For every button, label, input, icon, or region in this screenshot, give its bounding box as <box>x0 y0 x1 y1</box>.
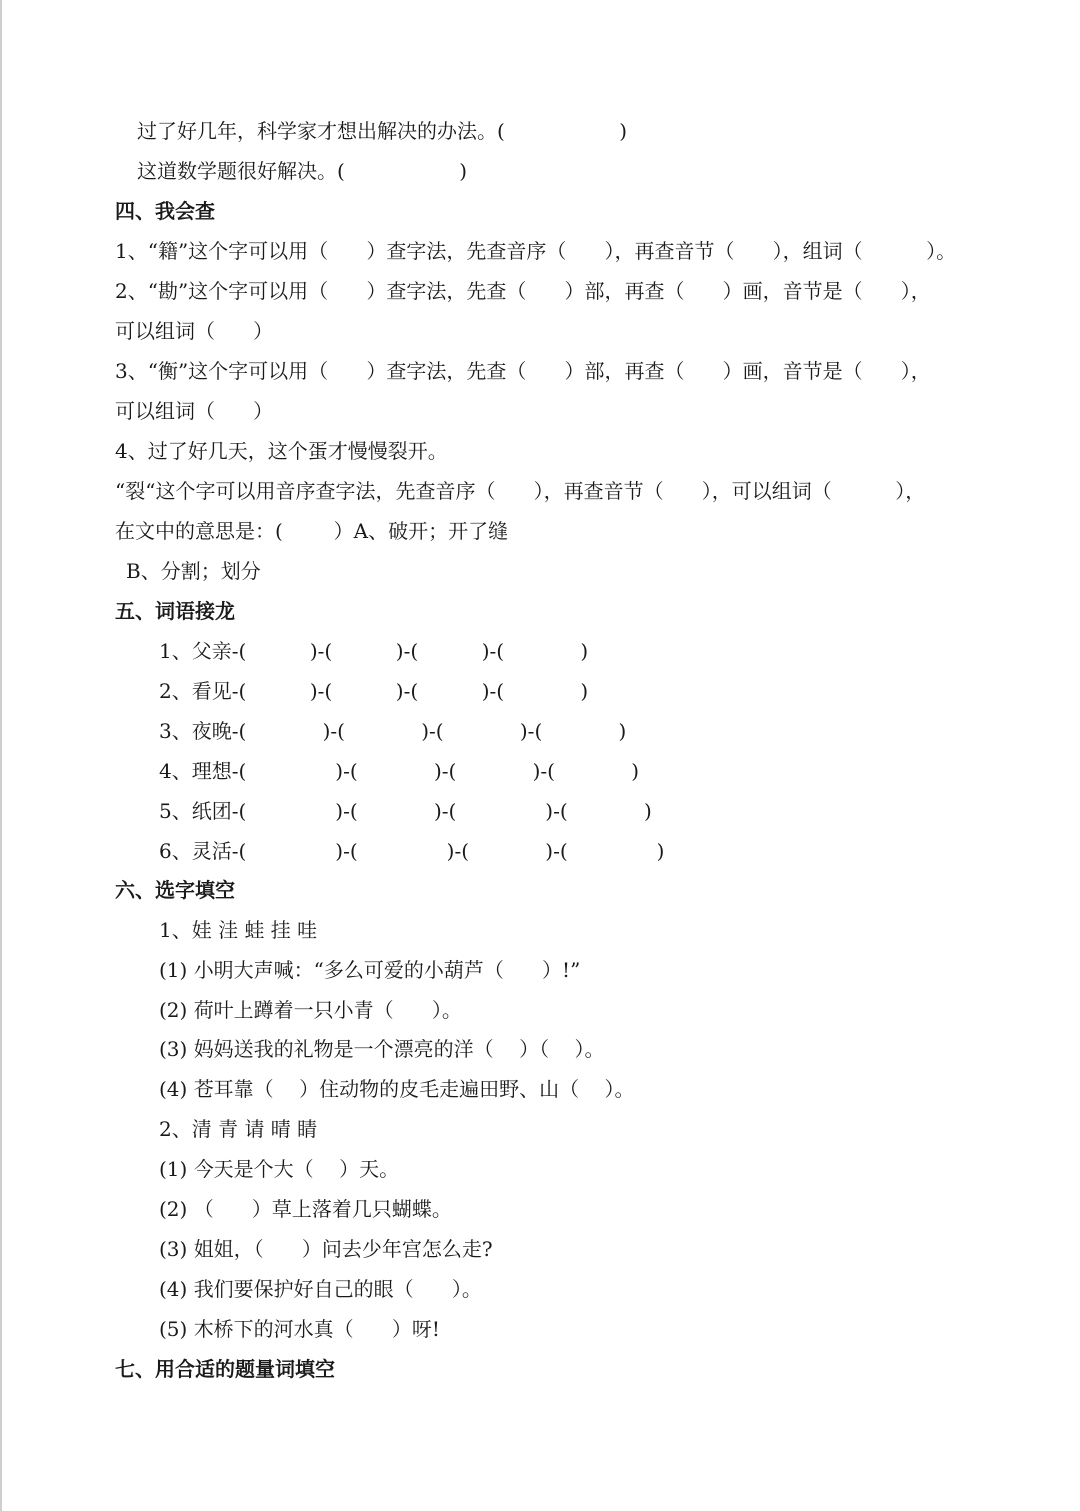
section-heading: 五、词语接龙 <box>115 599 235 623</box>
exercise-line: 1、“籍”这个字可以用（ ）查字法，先查音序（ ），再查音节（ ），组词（ ）。 <box>115 239 957 263</box>
exercise-line: (1) 小明大声喊：“多么可爱的小葫芦（ ）!” <box>159 958 581 982</box>
exercise-line: 4、过了好几天，这个蛋才慢慢裂开。 <box>115 439 448 463</box>
exercise-line: 可以组词（ ） <box>115 319 274 343</box>
exercise-line: 过了好几年，科学家才想出解决的办法。( ) <box>137 119 628 143</box>
exercise-line: 6、灵活-( )-( )-( )-( ) <box>159 839 665 863</box>
exercise-line: “裂“这个字可以用音序查字法，先查音序（ ），再查音节（ ），可以组词（ ）， <box>115 479 926 503</box>
exercise-line: (4) 我们要保护好自己的眼（ ）。 <box>159 1277 482 1301</box>
exercise-line: 3、夜晚-( )-( )-( )-( ) <box>159 719 627 743</box>
exercise-line: (4) 苍耳靠（ ）住动物的皮毛走遍田野、山（ ）。 <box>159 1077 635 1101</box>
exercise-line: 1、父亲-( )-( )-( )-( ) <box>159 639 589 663</box>
section-heading: 七、用合适的题量词填空 <box>115 1357 335 1381</box>
exercise-line: 2、看见-( )-( )-( )-( ) <box>159 679 589 703</box>
exercise-line: 2、“勘”这个字可以用（ ）查字法，先查（ ）部，再查（ ）画，音节是（ ）， <box>115 279 931 303</box>
exercise-line: B、分割；划分 <box>126 559 261 583</box>
exercise-line: (2) 荷叶上蹲着一只小青（ ）。 <box>159 998 462 1022</box>
exercise-line: 1、娃 洼 蛙 挂 哇 <box>159 918 318 942</box>
exercise-line: 5、纸团-( )-( )-( )-( ) <box>159 799 652 823</box>
exercise-line: (2) （ ）草上落着几只蝴蝶。 <box>159 1197 452 1221</box>
exercise-line: 4、理想-( )-( )-( )-( ) <box>159 759 640 783</box>
exercise-line: (3) 姐姐，（ ）问去少年宫怎么走? <box>159 1237 493 1261</box>
exercise-line: 在文中的意思是：( ）A、破开；开了缝 <box>115 519 509 543</box>
exercise-line: 可以组词（ ） <box>115 399 274 423</box>
section-heading: 六、选字填空 <box>115 878 235 902</box>
exercise-line: (3) 妈妈送我的礼物是一个漂亮的洋（ ）（ ）。 <box>159 1037 605 1061</box>
section-heading: 四、我会查 <box>115 199 215 223</box>
exercise-line: 2、清 青 请 晴 睛 <box>159 1117 318 1141</box>
exercise-line: 这道数学题很好解决。( ) <box>137 159 468 183</box>
exercise-line: (5) 木桥下的河水真（ ）呀! <box>159 1317 440 1341</box>
exercise-line: 3、“衡”这个字可以用（ ）查字法，先查（ ）部，再查（ ）画，音节是（ ）， <box>115 359 931 383</box>
exercise-line: (1) 今天是个大（ ）天。 <box>159 1157 400 1181</box>
